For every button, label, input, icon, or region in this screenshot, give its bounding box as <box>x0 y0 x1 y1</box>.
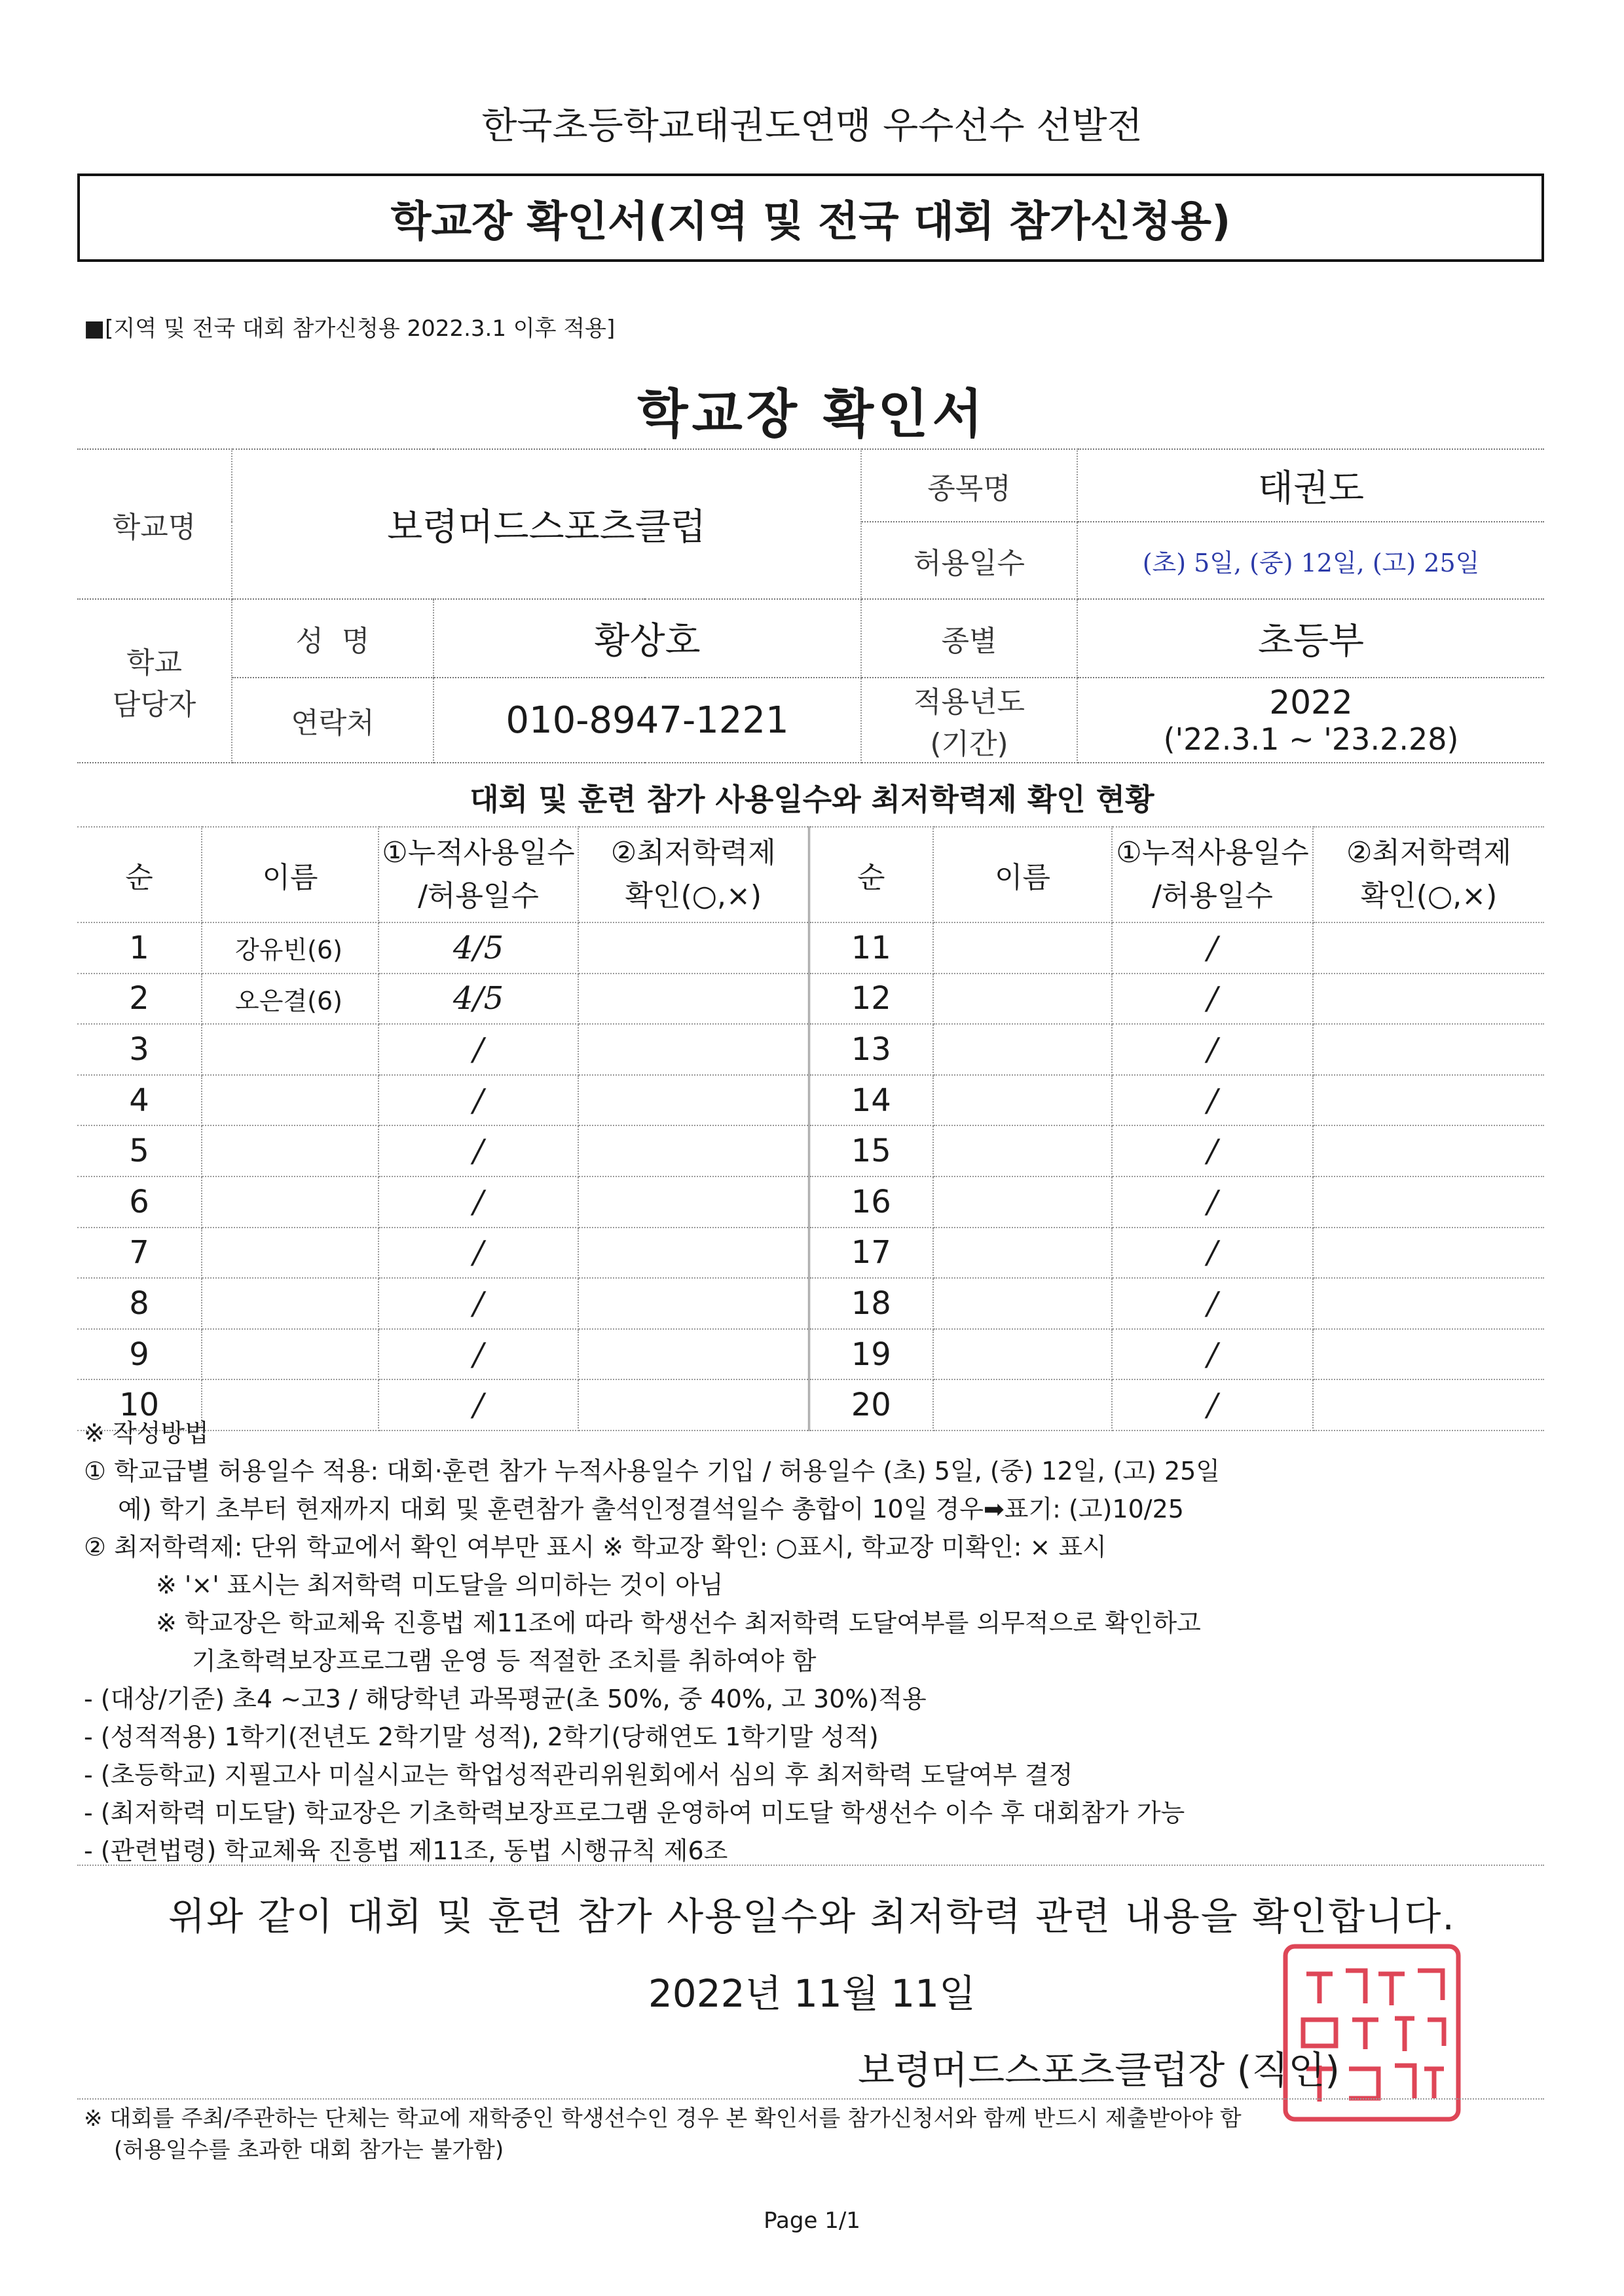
form-title: 학교장 확인서(지역 및 전국 대회 참가신청용) <box>390 197 1231 246</box>
row-number-cell: 1 <box>77 922 202 974</box>
athlete-name-cell <box>933 1125 1112 1176</box>
row-number-cell: 3 <box>77 1024 202 1075</box>
header-no: 순 <box>809 827 933 922</box>
sport-value: 태권도 <box>1077 449 1544 522</box>
instruction-line: - (대상/기준) 초4 ~고3 / 해당학년 과목평균(초 50%, 중 40%, 고 30%)적용 <box>84 1685 927 1713</box>
athlete-name-cell <box>202 1024 378 1075</box>
form-title-box <box>77 173 1544 262</box>
header-academic: ②최저학력제 확인(○,×) <box>1313 827 1544 922</box>
category-value: 초등부 <box>1077 599 1544 678</box>
athlete-name-cell <box>933 922 1112 974</box>
row-number-cell: 4 <box>77 1075 202 1126</box>
instruction-line: - (성적적용) 1학기(전년도 2학기말 성적), 2학기(당해연도 1학기말 성적) <box>84 1722 879 1751</box>
row-number-cell: 9 <box>77 1329 202 1380</box>
applied-year-value: 2022 ('22.3.1 ~ '23.2.28) <box>1077 678 1544 763</box>
manager-label: 학교 담당자 <box>77 599 232 763</box>
academic-check-cell <box>578 1176 809 1228</box>
divider <box>77 2098 1544 2100</box>
usage-days-cell: / <box>1112 1278 1313 1329</box>
athlete-name-cell <box>933 1329 1112 1380</box>
academic-check-cell <box>1313 922 1544 974</box>
row-number-cell: 14 <box>809 1075 933 1126</box>
usage-days-cell: / <box>1112 974 1313 1025</box>
athlete-name-cell <box>933 1024 1112 1075</box>
confirmation-statement: 위와 같이 대회 및 훈련 참가 사용일수와 최저학력 관련 내용을 확인합니다. <box>168 1894 1456 1939</box>
usage-days-cell: / <box>1112 1125 1313 1176</box>
instruction-line: ※ '×' 표시는 최저학력 미도달을 의미하는 것이 아님 <box>156 1571 724 1599</box>
school-name-value: 보령머드스포츠클럽 <box>232 449 861 599</box>
academic-check-cell <box>1313 1024 1544 1075</box>
applied-year-label: 적용년도 (기간) <box>861 678 1077 763</box>
official-seal-stamp <box>1274 1935 1470 2131</box>
instruction-line: - (관련법령) 학교체육 진흥법 제11조, 동법 시행규칙 제6조 <box>84 1836 728 1865</box>
table-row <box>77 1278 1544 1329</box>
academic-check-cell <box>1313 974 1544 1025</box>
instruction-line: 기초학력보장프로그램 운영 등 적절한 조치를 취하여야 함 <box>192 1647 817 1675</box>
usage-days-cell: / <box>1112 1075 1313 1126</box>
academic-check-cell <box>578 1125 809 1176</box>
header-usage: ①누적사용일수 /허용일수 <box>378 827 578 922</box>
organization-title: 한국초등학교태권도연맹 우수선수 선발전 <box>481 105 1143 147</box>
applicability-notice: ■[지역 및 전국 대회 참가신청용 2022.3.1 이후 적용] <box>84 316 616 342</box>
instructions-title: ※ 작성방법 <box>84 1419 209 1448</box>
academic-check-cell <box>578 1228 809 1279</box>
academic-check-cell <box>578 1024 809 1075</box>
athlete-name-cell <box>933 1278 1112 1329</box>
usage-days-cell: / <box>1112 1379 1313 1430</box>
row-number-cell: 15 <box>809 1125 933 1176</box>
academic-check-cell <box>1313 1228 1544 1279</box>
signer-and-seal-label: 보령머드스포츠클럽장 (직인) <box>858 2048 1340 2092</box>
usage-days-cell: / <box>378 1329 578 1380</box>
instruction-line: 예) 학기 초부터 현재까지 대회 및 훈련참가 출석인정결석일수 총합이 10일 경우➡표기: (고)10/25 <box>118 1495 1184 1523</box>
usage-days-cell: / <box>1112 1176 1313 1228</box>
usage-days-cell: 4/5 <box>378 974 578 1025</box>
athlete-name-cell <box>202 1125 378 1176</box>
issue-date: 2022년 11월 11일 <box>648 1971 976 2016</box>
instruction-line: ※ 학교장은 학교체육 진흥법 제11조에 따라 학생선수 최저학력 도달여부를 의무적으로 확인하고 <box>156 1609 1201 1637</box>
athlete-name-cell <box>202 1228 378 1279</box>
athlete-name-cell: 오은결(6) <box>202 974 378 1025</box>
footnote-line: (허용일수를 초과한 대회 참가는 불가함) <box>114 2137 504 2163</box>
row-number-cell: 16 <box>809 1176 933 1228</box>
contact-value: 010-8947-1221 <box>434 678 861 763</box>
usage-days-cell: / <box>378 1024 578 1075</box>
table-row <box>77 1125 1544 1176</box>
row-number-cell: 11 <box>809 922 933 974</box>
writing-instructions <box>84 1414 1557 1870</box>
academic-check-cell <box>1313 1125 1544 1176</box>
school-info-table <box>77 448 1544 763</box>
document-title: 학교장 확인서 <box>637 384 987 445</box>
row-number-cell: 8 <box>77 1278 202 1329</box>
usage-days-cell: / <box>378 1278 578 1329</box>
table-row <box>77 1228 1544 1279</box>
row-number-cell: 2 <box>77 974 202 1025</box>
usage-days-cell: / <box>378 1075 578 1126</box>
category-label: 종별 <box>861 599 1077 678</box>
row-number-cell: 19 <box>809 1329 933 1380</box>
participation-status-table <box>77 826 1544 1431</box>
academic-check-cell <box>1313 1075 1544 1126</box>
athlete-name-cell <box>202 1278 378 1329</box>
academic-check-cell <box>578 1329 809 1380</box>
manager-name-value: 황상호 <box>434 599 861 678</box>
usage-days-cell: / <box>378 1228 578 1279</box>
athlete-name-cell <box>202 1176 378 1228</box>
table-row <box>77 1329 1544 1380</box>
table-row <box>77 974 1544 1025</box>
table-row <box>77 1024 1544 1075</box>
header-name: 이름 <box>933 827 1112 922</box>
usage-days-cell: / <box>1112 1228 1313 1279</box>
footnote-line: ※ 대회를 주최/주관하는 단체는 학교에 재학중인 학생선수인 경우 본 확인서를 참가신청서와 함께 반드시 제출받아야 함 <box>84 2105 1242 2132</box>
row-number-cell: 5 <box>77 1125 202 1176</box>
row-number-cell: 13 <box>809 1024 933 1075</box>
athlete-name-cell <box>933 1176 1112 1228</box>
manager-name-label: 성 명 <box>232 599 434 678</box>
sport-label: 종목명 <box>861 449 1077 522</box>
usage-days-cell: / <box>378 1125 578 1176</box>
page-number: Page 1/1 <box>764 2208 860 2234</box>
usage-days-cell: / <box>378 1379 578 1430</box>
academic-check-cell <box>578 922 809 974</box>
instruction-line: - (초등학교) 지필고사 미실시교는 학업성적관리위원회에서 심의 후 최저학력 도달여부 결정 <box>84 1760 1073 1789</box>
athlete-name-cell <box>933 1228 1112 1279</box>
athlete-name-cell <box>202 1075 378 1126</box>
row-number-cell: 10 <box>77 1379 202 1430</box>
divider <box>77 1865 1544 1866</box>
row-number-cell: 17 <box>809 1228 933 1279</box>
table-row <box>77 1176 1544 1228</box>
instruction-line: - (최저학력 미도달) 학교장은 기초학력보장프로그램 운영하여 미도달 학생선수 이수 후 대회참가 가능 <box>84 1798 1185 1827</box>
academic-check-cell <box>1313 1278 1544 1329</box>
header-name: 이름 <box>202 827 378 922</box>
instruction-line: ② 최저학력제: 단위 학교에서 확인 여부만 표시 ※ 학교장 확인: ○표시, 학교장 미확인: × 표시 <box>84 1533 1107 1561</box>
usage-days-cell: / <box>1112 1329 1313 1380</box>
allowed-days-label: 허용일수 <box>861 522 1077 599</box>
header-usage: ①누적사용일수 /허용일수 <box>1112 827 1313 922</box>
usage-days-cell: / <box>1112 922 1313 974</box>
section-title: 대회 및 훈련 참가 사용일수와 최저학력제 확인 현황 <box>470 782 1154 817</box>
table-row <box>77 922 1544 974</box>
row-number-cell: 6 <box>77 1176 202 1228</box>
academic-check-cell <box>578 1075 809 1126</box>
usage-days-cell: / <box>378 1176 578 1228</box>
athlete-name-cell: 강유빈(6) <box>202 922 378 974</box>
academic-check-cell <box>578 974 809 1025</box>
header-academic: ②최저학력제 확인(○,×) <box>578 827 809 922</box>
row-number-cell: 20 <box>809 1379 933 1430</box>
table-header-row <box>77 827 1544 922</box>
athlete-name-cell <box>202 1329 378 1380</box>
usage-days-cell: 4/5 <box>378 922 578 974</box>
academic-check-cell <box>578 1278 809 1329</box>
academic-check-cell <box>1313 1176 1544 1228</box>
row-number-cell: 12 <box>809 974 933 1025</box>
academic-check-cell <box>1313 1329 1544 1380</box>
header-no: 순 <box>77 827 202 922</box>
row-number-cell: 18 <box>809 1278 933 1329</box>
row-number-cell: 7 <box>77 1228 202 1279</box>
allowed-days-value: (초) 5일, (중) 12일, (고) 25일 <box>1077 522 1544 599</box>
instruction-line: ① 학교급별 허용일수 적용: 대회·훈련 참가 누적사용일수 기입 / 허용일수 (초) 5일, (중) 12일, (고) 25일 <box>84 1457 1221 1485</box>
athlete-name-cell <box>933 1075 1112 1126</box>
contact-label: 연락처 <box>232 678 434 763</box>
athlete-name-cell <box>933 974 1112 1025</box>
table-row <box>77 1075 1544 1126</box>
school-name-label: 학교명 <box>77 449 232 599</box>
footnote <box>84 2103 1564 2166</box>
usage-days-cell: / <box>1112 1024 1313 1075</box>
